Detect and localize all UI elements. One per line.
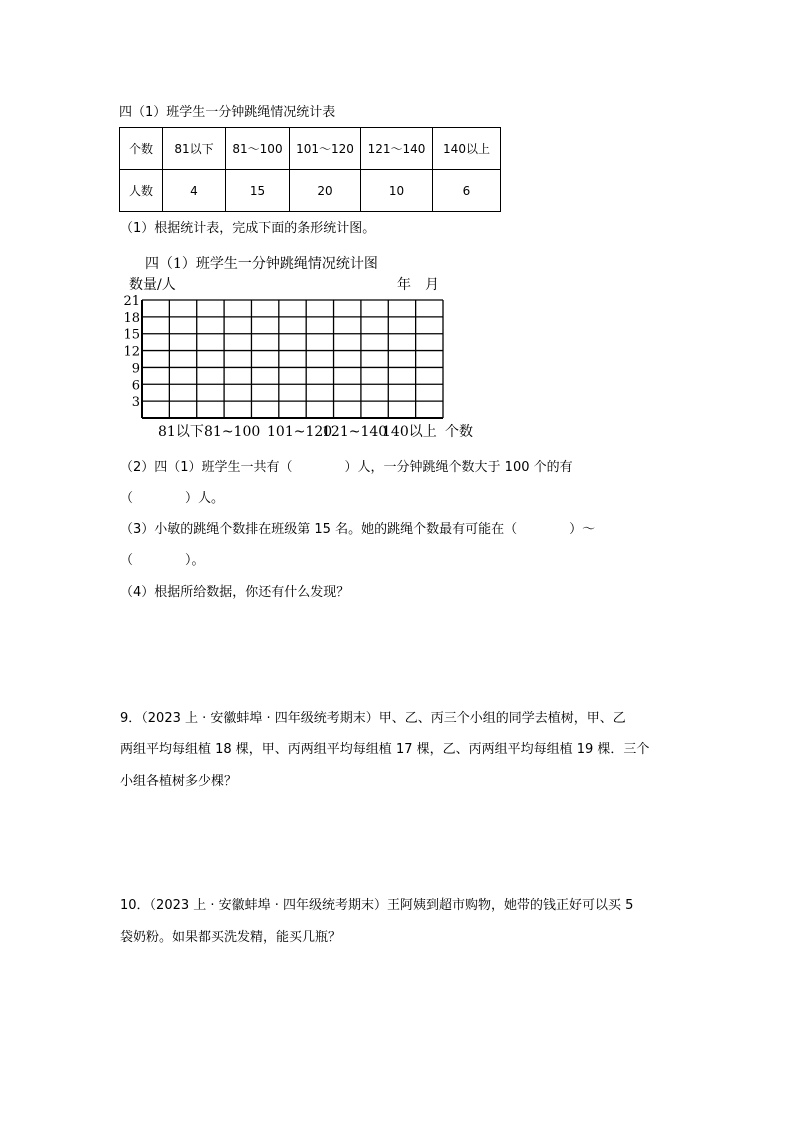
chart-grid <box>142 300 443 418</box>
stats-table <box>119 127 501 212</box>
x-tick-label: 140以上 <box>382 424 437 440</box>
x-tick-label: 101~120 <box>267 424 333 440</box>
question-3-line-1: （3）小敏的跳绳个数排在班级第 15 名。她的跳绳个数最有可能在（ ）～ <box>120 522 596 537</box>
y-tick-label: 15 <box>123 327 140 343</box>
y-tick-label: 18 <box>123 310 140 326</box>
table-cell: 20 <box>290 170 361 212</box>
x-tick-labels <box>158 424 437 440</box>
row-header: 个数 <box>120 128 163 170</box>
y-tick-labels <box>123 294 140 410</box>
count-header: 人数 <box>120 170 163 212</box>
table-col: 81以下 <box>163 128 226 170</box>
table-cell: 4 <box>163 170 226 212</box>
question-1: （1）根据统计表，完成下面的条形统计图。 <box>120 221 376 236</box>
table-header-row <box>120 128 501 170</box>
question-3-line-2: （ ）。 <box>120 553 205 568</box>
bar-chart <box>100 252 500 442</box>
y-tick-label: 9 <box>131 361 140 377</box>
table-col: 101～120 <box>290 128 361 170</box>
y-tick-label: 6 <box>131 378 140 394</box>
y-axis-label: 数量/人 <box>129 277 176 293</box>
question-4: （4）根据所给数据，你还有什么发现？ <box>120 585 350 600</box>
question-2-line-1: （2）四（1）班学生一共有（ ）人，一分钟跳绳个数大于 100 个的有 <box>120 460 573 475</box>
y-tick-label: 3 <box>131 395 140 411</box>
table-title: 四（1）班学生一分钟跳绳情况统计表 <box>119 105 336 120</box>
question-2-line-2: （ ）人。 <box>120 491 225 506</box>
table-count-row <box>120 170 501 212</box>
table-cell: 15 <box>226 170 290 212</box>
table-cell: 10 <box>361 170 433 212</box>
table-cell: 6 <box>433 170 501 212</box>
x-tick-label: 121~140 <box>322 424 388 440</box>
problem-9-line-3: 小组各植树多少棵？ <box>120 774 238 789</box>
chart-title: 四（1）班学生一分钟跳绳情况统计图 <box>145 256 378 272</box>
date-label: 年 月 <box>397 277 439 293</box>
table-col: 140以上 <box>433 128 501 170</box>
table-col: 81～100 <box>226 128 290 170</box>
problem-9-line-1: 9．（2023 上 · 安徽蚌埠 · 四年级统考期末）甲、乙、丙三个小组的同学去植树，甲、乙 <box>120 711 626 726</box>
problem-10-line-1: 10．（2023 上 · 安徽蚌埠 · 四年级统考期末）王阿姨到超市购物，她带的钱正好可以买 5 <box>120 898 634 913</box>
problem-10-line-2: 袋奶粉。如果都买洗发精，能买几瓶？ <box>120 930 342 945</box>
y-tick-label: 21 <box>123 294 140 309</box>
x-tick-label: 81以下 <box>158 424 204 440</box>
y-tick-label: 12 <box>123 344 140 360</box>
x-tick-label: 81~100 <box>204 424 261 440</box>
x-axis-label: 个数 <box>445 424 473 440</box>
table-col: 121～140 <box>361 128 433 170</box>
problem-9-line-2: 两组平均每组植 18 棵，甲、丙两组平均每组植 17 棵，乙、丙两组平均每组植 19 棵．三个 <box>120 742 650 757</box>
